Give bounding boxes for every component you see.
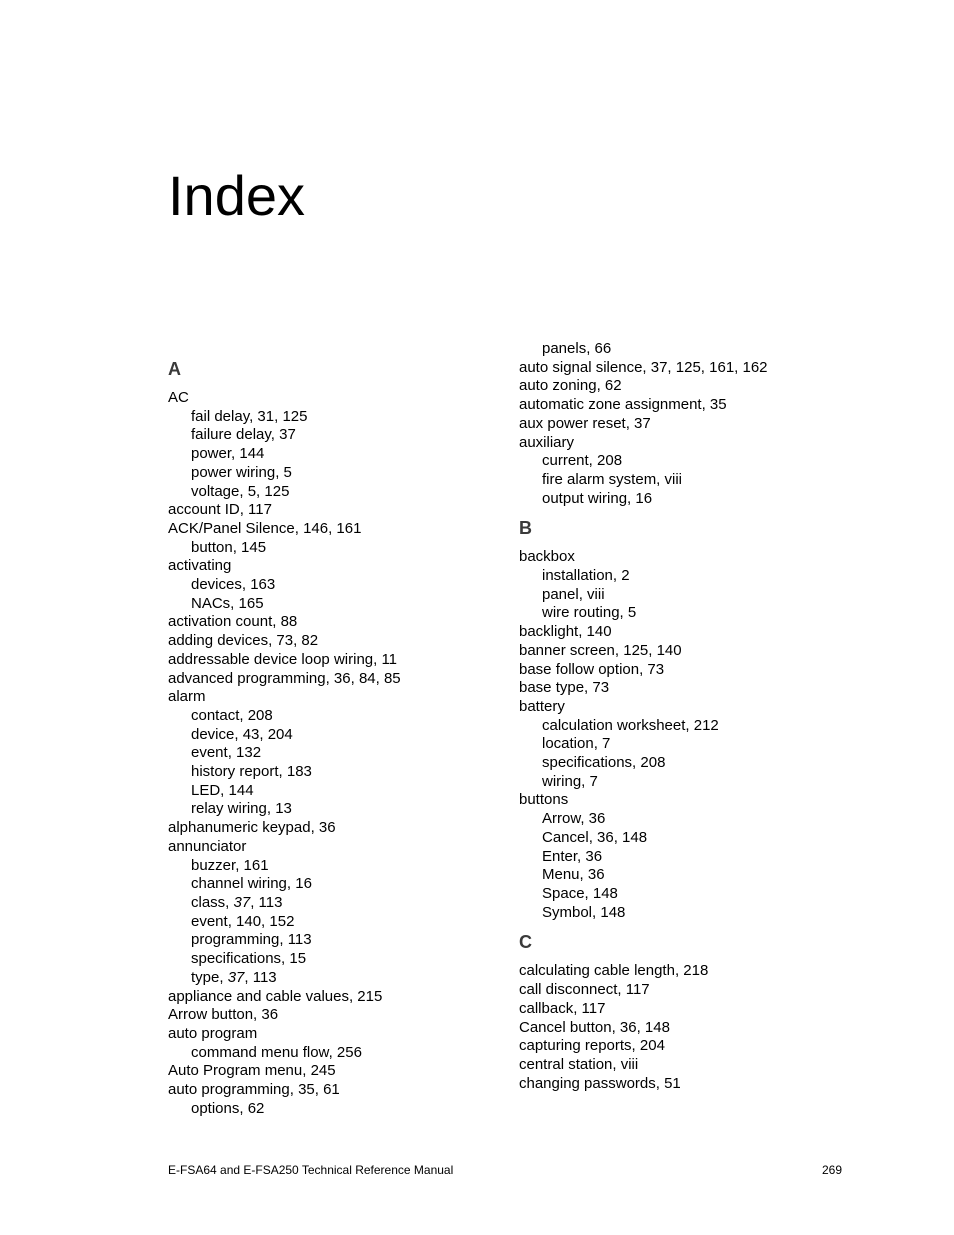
index-entry: capturing reports, 204 [519, 1037, 665, 1055]
index-entry: auto programming, 35, 61 [168, 1081, 340, 1099]
index-subentry: devices, 163 [191, 576, 276, 594]
index-subentry: contact, 208 [191, 706, 273, 724]
index-entry: addressable device loop wiring, 11 [168, 650, 398, 668]
index-entry: auto zoning, 62 [519, 377, 622, 395]
index-subentry [168, 894, 498, 913]
index-subentry: Space, 148 [542, 884, 618, 902]
index-subentry: installation, 2 [542, 567, 630, 585]
index-entry: call disconnect, 117 [519, 981, 650, 999]
index-entry: AC [168, 389, 189, 406]
index-subentry: button, 145 [191, 538, 267, 556]
index-subentry: current, 208 [542, 452, 623, 470]
index-entry: automatic zone assignment, 35 [519, 396, 727, 414]
index-entry: battery [519, 697, 565, 715]
index-entry: Cancel button, 36, 148 [519, 1018, 670, 1036]
index-subentry: wiring, 7 [542, 772, 598, 790]
index-entry: callback, 117 [519, 999, 606, 1017]
index-subentry: fail delay, 31, 125 [191, 407, 308, 425]
index-subentry: NACs, 165 [191, 594, 264, 612]
index-entry: auto signal silence, 37, 125, 161, 162 [519, 358, 768, 376]
index-subentry: Enter, 36 [542, 847, 603, 865]
index-entry: backbox [519, 548, 575, 566]
index-entry-text: type, [191, 968, 228, 986]
index-subentry: device, 43, 204 [191, 725, 293, 743]
index-subentry: output wiring, 16 [542, 489, 653, 507]
index-entry: backlight, 140 [519, 623, 612, 641]
index-entry-italic-page: 37 [227, 968, 245, 986]
index-subentry: failure delay, 37 [191, 426, 296, 444]
index-subentry: options, 62 [191, 1099, 265, 1117]
index-entry: alarm [168, 688, 206, 706]
footer-page-number: 269 [821, 1163, 842, 1177]
index-subentry: voltage, 5, 125 [191, 482, 290, 500]
index-column-right [519, 340, 849, 1093]
index-entry-text: , 113 [250, 893, 283, 911]
index-entry: auxiliary [519, 433, 575, 451]
index-subentry: wire routing, 5 [542, 604, 637, 622]
index-entry: appliance and cable values, 215 [168, 987, 383, 1005]
index-entry: account ID, 117 [168, 501, 272, 519]
index-entry-italic-page: 37 [233, 893, 251, 911]
index-entry-text: class, [191, 893, 234, 911]
index-subentry: channel wiring, 16 [191, 875, 312, 893]
index-entry: aux power reset, 37 [519, 414, 651, 432]
index-subentry: specifications, 208 [542, 754, 666, 772]
index-subentry: Cancel, 36, 148 [542, 828, 648, 846]
index-subentry: relay wiring, 13 [191, 800, 292, 818]
page-title: Index [168, 164, 305, 227]
index-subentry [168, 969, 498, 988]
index-entry: ACK/Panel Silence, 146, 161 [168, 519, 362, 537]
index-entry: central station, viii [519, 1055, 639, 1073]
index-letter-heading: A [168, 359, 181, 379]
index-entry: advanced programming, 36, 84, 85 [168, 669, 401, 687]
index-subentry: event, 132 [191, 744, 262, 762]
index-subentry: buzzer, 161 [191, 856, 269, 874]
index-entry: auto program [168, 1024, 258, 1042]
index-subentry: location, 7 [542, 735, 611, 753]
index-subentry: power, 144 [191, 445, 265, 463]
index-entry: buttons [519, 791, 569, 809]
footer-manual-title: E-FSA64 and E-FSA250 Technical Reference Manual [168, 1163, 454, 1177]
index-subentry: Symbol, 148 [542, 903, 626, 921]
index-subentry: specifications, 15 [191, 950, 307, 968]
index-entry-text: , 113 [244, 968, 277, 986]
index-subentry: Menu, 36 [542, 866, 605, 884]
index-column-left [168, 358, 498, 1118]
index-subentry: panels, 66 [542, 340, 612, 357]
index-letter-heading: B [519, 518, 532, 539]
index-entry: adding devices, 73, 82 [168, 632, 319, 650]
index-entry: activating [168, 557, 232, 575]
index-entry: banner screen, 125, 140 [519, 641, 682, 659]
index-entry: base follow option, 73 [519, 660, 665, 678]
index-entry: Arrow button, 36 [168, 1006, 279, 1024]
index-letter-heading: C [519, 932, 532, 953]
index-entry: annunciator [168, 837, 247, 855]
index-subentry: event, 140, 152 [191, 912, 295, 930]
index-entry: base type, 73 [519, 679, 610, 697]
index-entry: calculating cable length, 218 [519, 962, 709, 980]
index-entry: activation count, 88 [168, 613, 298, 631]
index-entry: Auto Program menu, 245 [168, 1062, 336, 1080]
index-subentry: programming, 113 [191, 931, 312, 949]
index-subentry: panel, viii [542, 585, 605, 603]
index-subentry: fire alarm system, viii [542, 470, 683, 488]
index-subentry: LED, 144 [191, 781, 254, 799]
index-subentry: power wiring, 5 [191, 463, 292, 481]
index-subentry: Arrow, 36 [542, 810, 606, 828]
index-subentry: calculation worksheet, 212 [542, 716, 719, 734]
index-entry: alphanumeric keypad, 36 [168, 819, 336, 837]
index-entry: changing passwords, 51 [519, 1074, 681, 1092]
index-subentry: history report, 183 [191, 763, 312, 781]
index-subentry: command menu flow, 256 [191, 1043, 362, 1061]
